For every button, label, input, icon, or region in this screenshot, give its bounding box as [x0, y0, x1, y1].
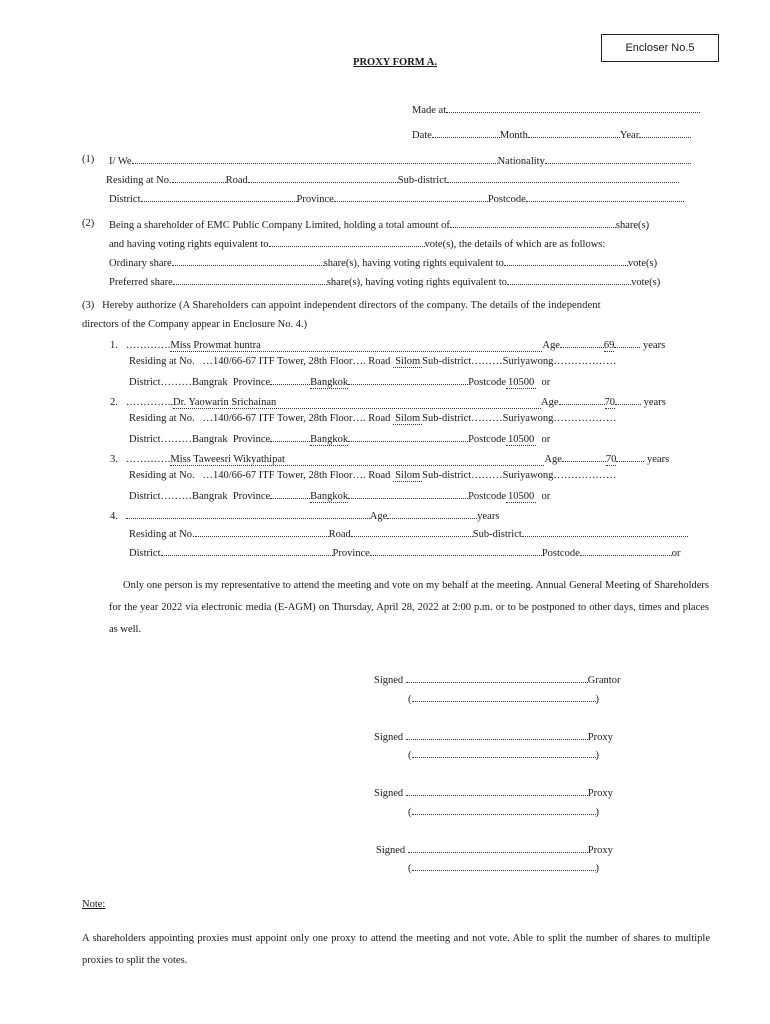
proxy-1-printed-name [408, 747, 599, 762]
made-at-row [412, 102, 700, 117]
ordinary-votes-label: vote(s) [627, 258, 658, 269]
subdistrict-label: Sub-district [397, 175, 447, 186]
preferred-votes-field[interactable] [507, 274, 631, 285]
s1-address-row [106, 172, 679, 187]
proxy-2-district-row [129, 431, 550, 446]
proxy-4-district-row [129, 545, 681, 560]
proxy-1-age: 69 [603, 340, 615, 351]
proxy-4-residing-field[interactable] [195, 526, 329, 537]
proxy-3-district-row [129, 488, 550, 503]
proxy-3-age: 70 [605, 454, 617, 465]
proxy-1-address-row [129, 355, 616, 368]
residing-label: Residing at No. [106, 175, 172, 186]
proxy-1-name-field[interactable] [170, 339, 542, 352]
residing-field[interactable] [172, 172, 226, 183]
signature-proxy-1 [374, 729, 613, 744]
name-field[interactable] [132, 153, 498, 164]
proxy-2-or: or [541, 434, 551, 445]
proxy-3-printed-name [408, 860, 599, 875]
proxy-3-age-label: Age [544, 454, 562, 465]
date-field[interactable] [432, 127, 500, 138]
road-field[interactable] [248, 172, 398, 183]
paren-close-2: ) [595, 750, 599, 761]
signed-label-4: Signed [376, 845, 406, 856]
ordinary-shares-field[interactable] [172, 255, 324, 266]
total-shares-field[interactable] [450, 217, 616, 228]
proxy-2-name-field[interactable] [173, 396, 541, 409]
s2-line1-text: Being a shareholder of EMC Public Company Limited, holding a total amount of [109, 220, 450, 231]
month-field[interactable] [528, 127, 620, 138]
note-heading: Note: [82, 899, 106, 910]
proxy-3-province-label: Province [232, 491, 271, 502]
district-field[interactable] [141, 191, 297, 202]
enclosure-label: Encloser No.5 [601, 34, 719, 62]
proxy-4-years: years [477, 511, 500, 522]
postcode-label: Postcode [487, 194, 526, 205]
s3-line1-text: Hereby authorize (A Shareholders can appoint independent directors of the company. The details of the independent [102, 300, 601, 311]
grantor-printed-name [408, 691, 599, 706]
proxy-2-num: 2. [110, 397, 118, 408]
proxy-4-province-field[interactable] [370, 545, 542, 556]
paren-open-4: ( [408, 863, 412, 874]
proxy-3-years: years [647, 454, 670, 465]
proxy-1-postcode: 10500 [508, 377, 535, 388]
proxy-4-subdistrict-field[interactable] [522, 526, 688, 537]
ordinary-votes-field[interactable] [504, 255, 628, 266]
signed-label-3: Signed [374, 788, 404, 799]
proxy-4-residing-label: Residing at No. [129, 529, 195, 540]
shares-label: share(s) [615, 220, 650, 231]
proxy-1-lead: …………. [125, 340, 171, 351]
proxy-4-province-label: Province [332, 548, 370, 559]
proxy-2-name-row [110, 394, 666, 409]
grantor-signature-field[interactable] [406, 672, 588, 683]
s2-line1 [109, 217, 649, 232]
date-label: Date [412, 130, 432, 141]
proxy-3-name-field[interactable] [170, 453, 544, 466]
s2-line2 [109, 236, 605, 251]
proxy-2-name: Dr. Yaowarin Srichainan [173, 397, 277, 408]
proxy-4-name-row [110, 508, 499, 523]
proxy-3-print-field[interactable] [412, 860, 596, 871]
proxy-1-num: 1. [110, 340, 118, 351]
s3-number: (3) [82, 300, 95, 311]
proxy-1-province-label: Province [232, 377, 271, 388]
paren-open-1: ( [408, 694, 412, 705]
proxy-role-2: Proxy [587, 788, 613, 799]
proxy-4-or: or [671, 548, 681, 559]
proxy-3-lead: …………. [125, 454, 171, 465]
paren-close-1: ) [595, 694, 599, 705]
form-title: PROXY FORM A. [353, 57, 437, 68]
province-field[interactable] [334, 191, 488, 202]
proxy-2-district: District………Bangrak [129, 434, 228, 445]
proxy-1-signature-field[interactable] [406, 729, 588, 740]
s1-district-row [109, 191, 684, 206]
province-label: Province [296, 194, 334, 205]
proxy-4-age-label: Age [369, 511, 388, 522]
preferred-label: Preferred share [109, 277, 173, 288]
proxy-4-subdistrict-label: Sub-district [472, 529, 522, 540]
district-label: District [109, 194, 141, 205]
proxy-2-province: Bangkok [310, 434, 349, 445]
proxy-3-district: District………Bangrak [129, 491, 228, 502]
proxy-1-postcode-label: Postcode [468, 377, 506, 388]
proxy-4-address-row [129, 526, 688, 541]
proxy-3-province: Bangkok [310, 491, 349, 502]
signed-label-2: Signed [374, 732, 404, 743]
s2-line2a-text: and having voting rights equivalent to [109, 239, 269, 250]
signature-proxy-3 [376, 842, 613, 857]
preferred-shares-field[interactable] [173, 274, 327, 285]
paren-open-2: ( [408, 750, 412, 761]
proxy-role-1: Proxy [587, 732, 613, 743]
year-label: Year [619, 130, 640, 141]
proxy-2-address: …140/66-67 ITF Tower, 28th Floor…. Road [202, 413, 391, 424]
proxy-2-residing-label: Residing at No. [129, 413, 195, 424]
proxy-2-province-label: Province [232, 434, 271, 445]
proxy-4-road-label: Road [328, 529, 351, 540]
proxy-2-lead: ………….. [125, 397, 173, 408]
s1-name-row [109, 153, 691, 168]
month-label: Month [499, 130, 528, 141]
ordinary-label: Ordinary share [109, 258, 172, 269]
proxy-3-subdistrict: Sub-district………Suriyawong……………… [422, 470, 617, 481]
proxy-1-address: …140/66-67 ITF Tower, 28th Floor…. Road [202, 356, 391, 367]
subdistrict-field[interactable] [447, 172, 679, 183]
proxy-1-name: Miss Prowmat huntra [170, 340, 261, 351]
proxy-1-district-row [129, 374, 550, 389]
preferred-share-voting: share(s), having voting rights equivalent to [326, 277, 508, 288]
proxy-2-address-row [129, 412, 616, 425]
proxy-4-district-field[interactable] [161, 545, 333, 556]
proxy-2-age-label: Age [541, 397, 559, 408]
proxy-4-name-field[interactable] [126, 508, 370, 519]
proxy-2-postcode-label: Postcode [468, 434, 506, 445]
proxy-4-num: 4. [110, 511, 118, 522]
proxy-1-residing-label: Residing at No. [129, 356, 195, 367]
total-votes-field[interactable] [269, 236, 425, 247]
proxy-1-age-label: Age [542, 340, 560, 351]
preferred-votes-label: vote(s) [631, 277, 661, 288]
paren-close-3: ) [595, 807, 599, 818]
postcode-field[interactable] [526, 191, 684, 202]
proxy-3-postcode-label: Postcode [468, 491, 506, 502]
note-text: A shareholders appointing proxies must appoint only one proxy to attend the meeting and not vote. Able to split the number of shares to multiple proxies to split the votes. [82, 933, 710, 966]
grantor-name-field[interactable] [412, 691, 596, 702]
proxy-2-age: 70 [604, 397, 615, 408]
proxy-4-road-field[interactable] [351, 526, 473, 537]
s2-line2b-text: vote(s), the details of which are as follows: [424, 239, 606, 250]
ordinary-share-voting: share(s), having voting rights equivalent to [323, 258, 504, 269]
proxy-4-age-field[interactable] [387, 508, 477, 519]
proxy-role-3: Proxy [587, 845, 613, 856]
signed-label-1: Signed [374, 675, 404, 686]
proxy-2-years: years [643, 397, 666, 408]
s1-number: (1) [82, 154, 95, 165]
proxy-3-name-row [110, 451, 669, 466]
date-row [412, 127, 691, 142]
made-at-field[interactable] [446, 102, 700, 113]
grantor-role: Grantor [587, 675, 621, 686]
proxy-3-signature-field[interactable] [408, 842, 588, 853]
made-at-label: Made at [412, 105, 447, 116]
s3-line1 [82, 299, 710, 312]
proxy-1-district: District………Bangrak [129, 377, 228, 388]
proxy-2-road: Silom [395, 413, 421, 424]
proxy-2-print-field[interactable] [412, 804, 596, 815]
i-we-label: I/ We [109, 156, 132, 167]
proxy-2-postcode: 10500 [508, 434, 535, 445]
statement-paragraph: Only one person is my representative to attend the meeting and vote on my behalf at the meeting. Annual General Meeting of Shareholders for the year 2022 via electronic media (E-AGM) on Thursday, April 28, 2022 at 2:00 p.m. or to be postponed to other days, times and places as well. [109, 580, 709, 635]
nationality-label: Nationality [497, 156, 545, 167]
proxy-1-or: or [541, 377, 551, 388]
road-label: Road [225, 175, 248, 186]
proxy-1-name-row [110, 337, 665, 352]
proxy-3-or: or [541, 491, 551, 502]
proxy-3-residing-label: Residing at No. [129, 470, 195, 481]
proxy-2-signature-field[interactable] [406, 785, 588, 796]
proxy-2-printed-name [408, 804, 599, 819]
signature-grantor [374, 672, 620, 687]
proxy-1-road: Silom [395, 356, 421, 367]
s3-line2: directors of the Company appear in Enclosure No. 4.) [82, 319, 308, 330]
proxy-3-address: …140/66-67 ITF Tower, 28th Floor…. Road [202, 470, 391, 481]
s2-number: (2) [82, 218, 95, 229]
proxy-1-subdistrict: Sub-district………Suriyawong……………… [422, 356, 617, 367]
proxy-4-district-label: District [129, 548, 161, 559]
proxy-2-subdistrict: Sub-district………Suriyawong……………… [422, 413, 617, 424]
proxy-1-print-field[interactable] [412, 747, 596, 758]
year-field[interactable] [639, 127, 691, 138]
paren-close-4: ) [595, 863, 599, 874]
signature-proxy-2 [374, 785, 613, 800]
ordinary-row [109, 255, 657, 270]
preferred-row [109, 274, 660, 289]
proxy-1-province: Bangkok [310, 377, 349, 388]
proxy-4-postcode-field[interactable] [580, 545, 672, 556]
proxy-3-road: Silom [395, 470, 421, 481]
proxy-3-num: 3. [110, 454, 118, 465]
proxy-3-address-row [129, 469, 616, 482]
proxy-1-years: years [643, 340, 666, 351]
proxy-4-postcode-label: Postcode [541, 548, 580, 559]
proxy-3-name: Miss Taweesri Wikyathipat [170, 454, 285, 465]
paren-open-3: ( [408, 807, 412, 818]
proxy-3-postcode: 10500 [508, 491, 535, 502]
nationality-field[interactable] [545, 153, 691, 164]
